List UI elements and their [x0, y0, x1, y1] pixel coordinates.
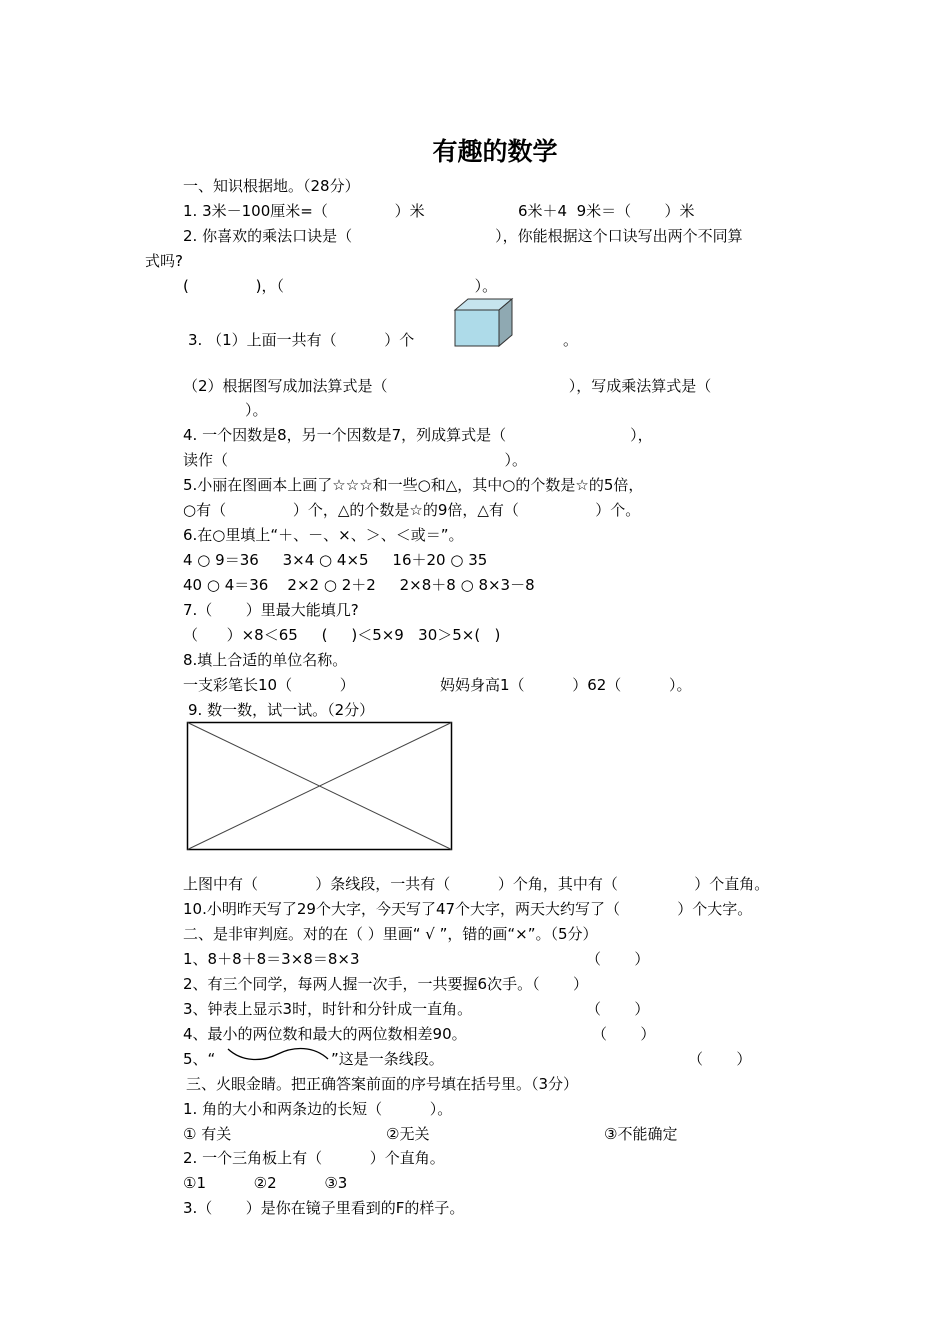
- question-7-line2: （ ）×8＜65 ( )＜5×9 30＞5×( ): [183, 626, 501, 644]
- choice-1: 1. 角的大小和两条边的长短（ ）。: [183, 1100, 453, 1118]
- question-3-part1-end: 。: [563, 331, 579, 349]
- choice-1-option-2: ②无关: [386, 1125, 430, 1143]
- judge-1: 1、8＋8＋8＝3×8＝8×3: [183, 950, 360, 968]
- question-7-line1: 7.（ ）里最大能填几?: [183, 601, 359, 619]
- question-3-part1: 3. （1）上面一共有（ ）个: [188, 331, 415, 349]
- question-8-part2: 妈妈身高1（ ）62（ ）。: [440, 676, 692, 694]
- judge-3-paren: （ ）: [586, 1000, 650, 1018]
- judge-4-paren: （ ）: [592, 1025, 656, 1043]
- question-9-heading: 9. 数一数，试一试。（2分）: [188, 701, 375, 719]
- question-9-blanks: 上图中有（ ）条线段，一共有（ ）个角，其中有（ ）个直角。: [183, 875, 770, 893]
- question-1b: 6米＋4 9米＝（ ）米: [518, 202, 695, 220]
- choice-3: 3.（ ）是你在镜子里看到的F的样子。: [183, 1199, 465, 1217]
- choice-2-options: ①1 ②2 ③3: [183, 1174, 348, 1192]
- choice-1-option-1: ① 有关: [183, 1125, 232, 1143]
- question-2-line3: ( )，（ ）。: [183, 277, 498, 295]
- question-1a: 1. 3米－100厘米=（ ）米: [183, 202, 425, 220]
- question-3-part2: （2）根据图写成加法算式是（ ），写成乘法算式是（: [183, 377, 712, 395]
- section-3-heading: 三、火眼金睛。把正确答案前面的序号填在括号里。（3分）: [186, 1075, 579, 1093]
- judge-4: 4、最小的两位数和最大的两位数相差90。: [183, 1025, 467, 1043]
- question-10: 10.小明昨天写了29个大字，今天写了47个大字，两天大约写了（ ）个大字。: [183, 900, 753, 918]
- question-5-line2: ○有（ ）个，△的个数是☆的9倍，△有（ ）个。: [183, 501, 641, 519]
- judge-1-paren: （ ）: [586, 950, 650, 968]
- judge-5-end: ”这是一条线段。: [331, 1050, 444, 1068]
- section-1-heading: 一、知识根据地。（28分）: [183, 177, 360, 195]
- page-title: 有趣的数学: [432, 137, 558, 166]
- choice-1-option-3: ③不能确定: [604, 1125, 678, 1143]
- question-8-line1: 8.填上合适的单位名称。: [183, 651, 348, 669]
- question-3-part2-end: ）。: [245, 401, 268, 419]
- question-6-line3: 40 ○ 4＝36 2×2 ○ 2＋2 2×8＋8 ○ 8×3－8: [183, 576, 535, 594]
- question-4-line1: 4. 一个因数是8，另一个因数是7，列成算式是（ ），: [183, 426, 653, 444]
- question-2-line2: 式吗?: [145, 252, 183, 270]
- judge-2: 2、有三个同学，每两人握一次手，一共要握6次手。（ ）: [183, 975, 588, 993]
- question-6-line1: 6.在○里填上“＋、－、×、＞、＜或＝”。: [183, 526, 464, 544]
- question-2-line1: 2. 你喜欢的乘法口诀是（ ），你能根据这个口诀写出两个不同算: [183, 227, 743, 245]
- judge-5-start: 5、“: [183, 1050, 216, 1068]
- question-5-line1: 5.小丽在图画本上画了☆☆☆和一些○和△，其中○的个数是☆的5倍，: [183, 476, 644, 494]
- judge-3: 3、钟表上显示3时，时针和分针成一直角。: [183, 1000, 473, 1018]
- rectangle-diagonals-figure: [186, 721, 454, 852]
- section-2-heading: 二、是非审判庭。对的在（ ）里画“ √ ”，错的画“×”。（5分）: [183, 925, 598, 943]
- question-4-line2: 读作（ ）。: [183, 451, 528, 469]
- choice-2: 2. 一个三角板上有（ ）个直角。: [183, 1149, 445, 1167]
- judge-5-paren: （ ）: [688, 1050, 752, 1068]
- question-6-line2: 4 ○ 9＝36 3×4 ○ 4×5 16＋20 ○ 35: [183, 551, 488, 569]
- wavy-line-figure: [226, 1044, 330, 1064]
- question-8-part1: 一支彩笔长10（ ）: [183, 676, 355, 694]
- cube-figure: [452, 296, 516, 350]
